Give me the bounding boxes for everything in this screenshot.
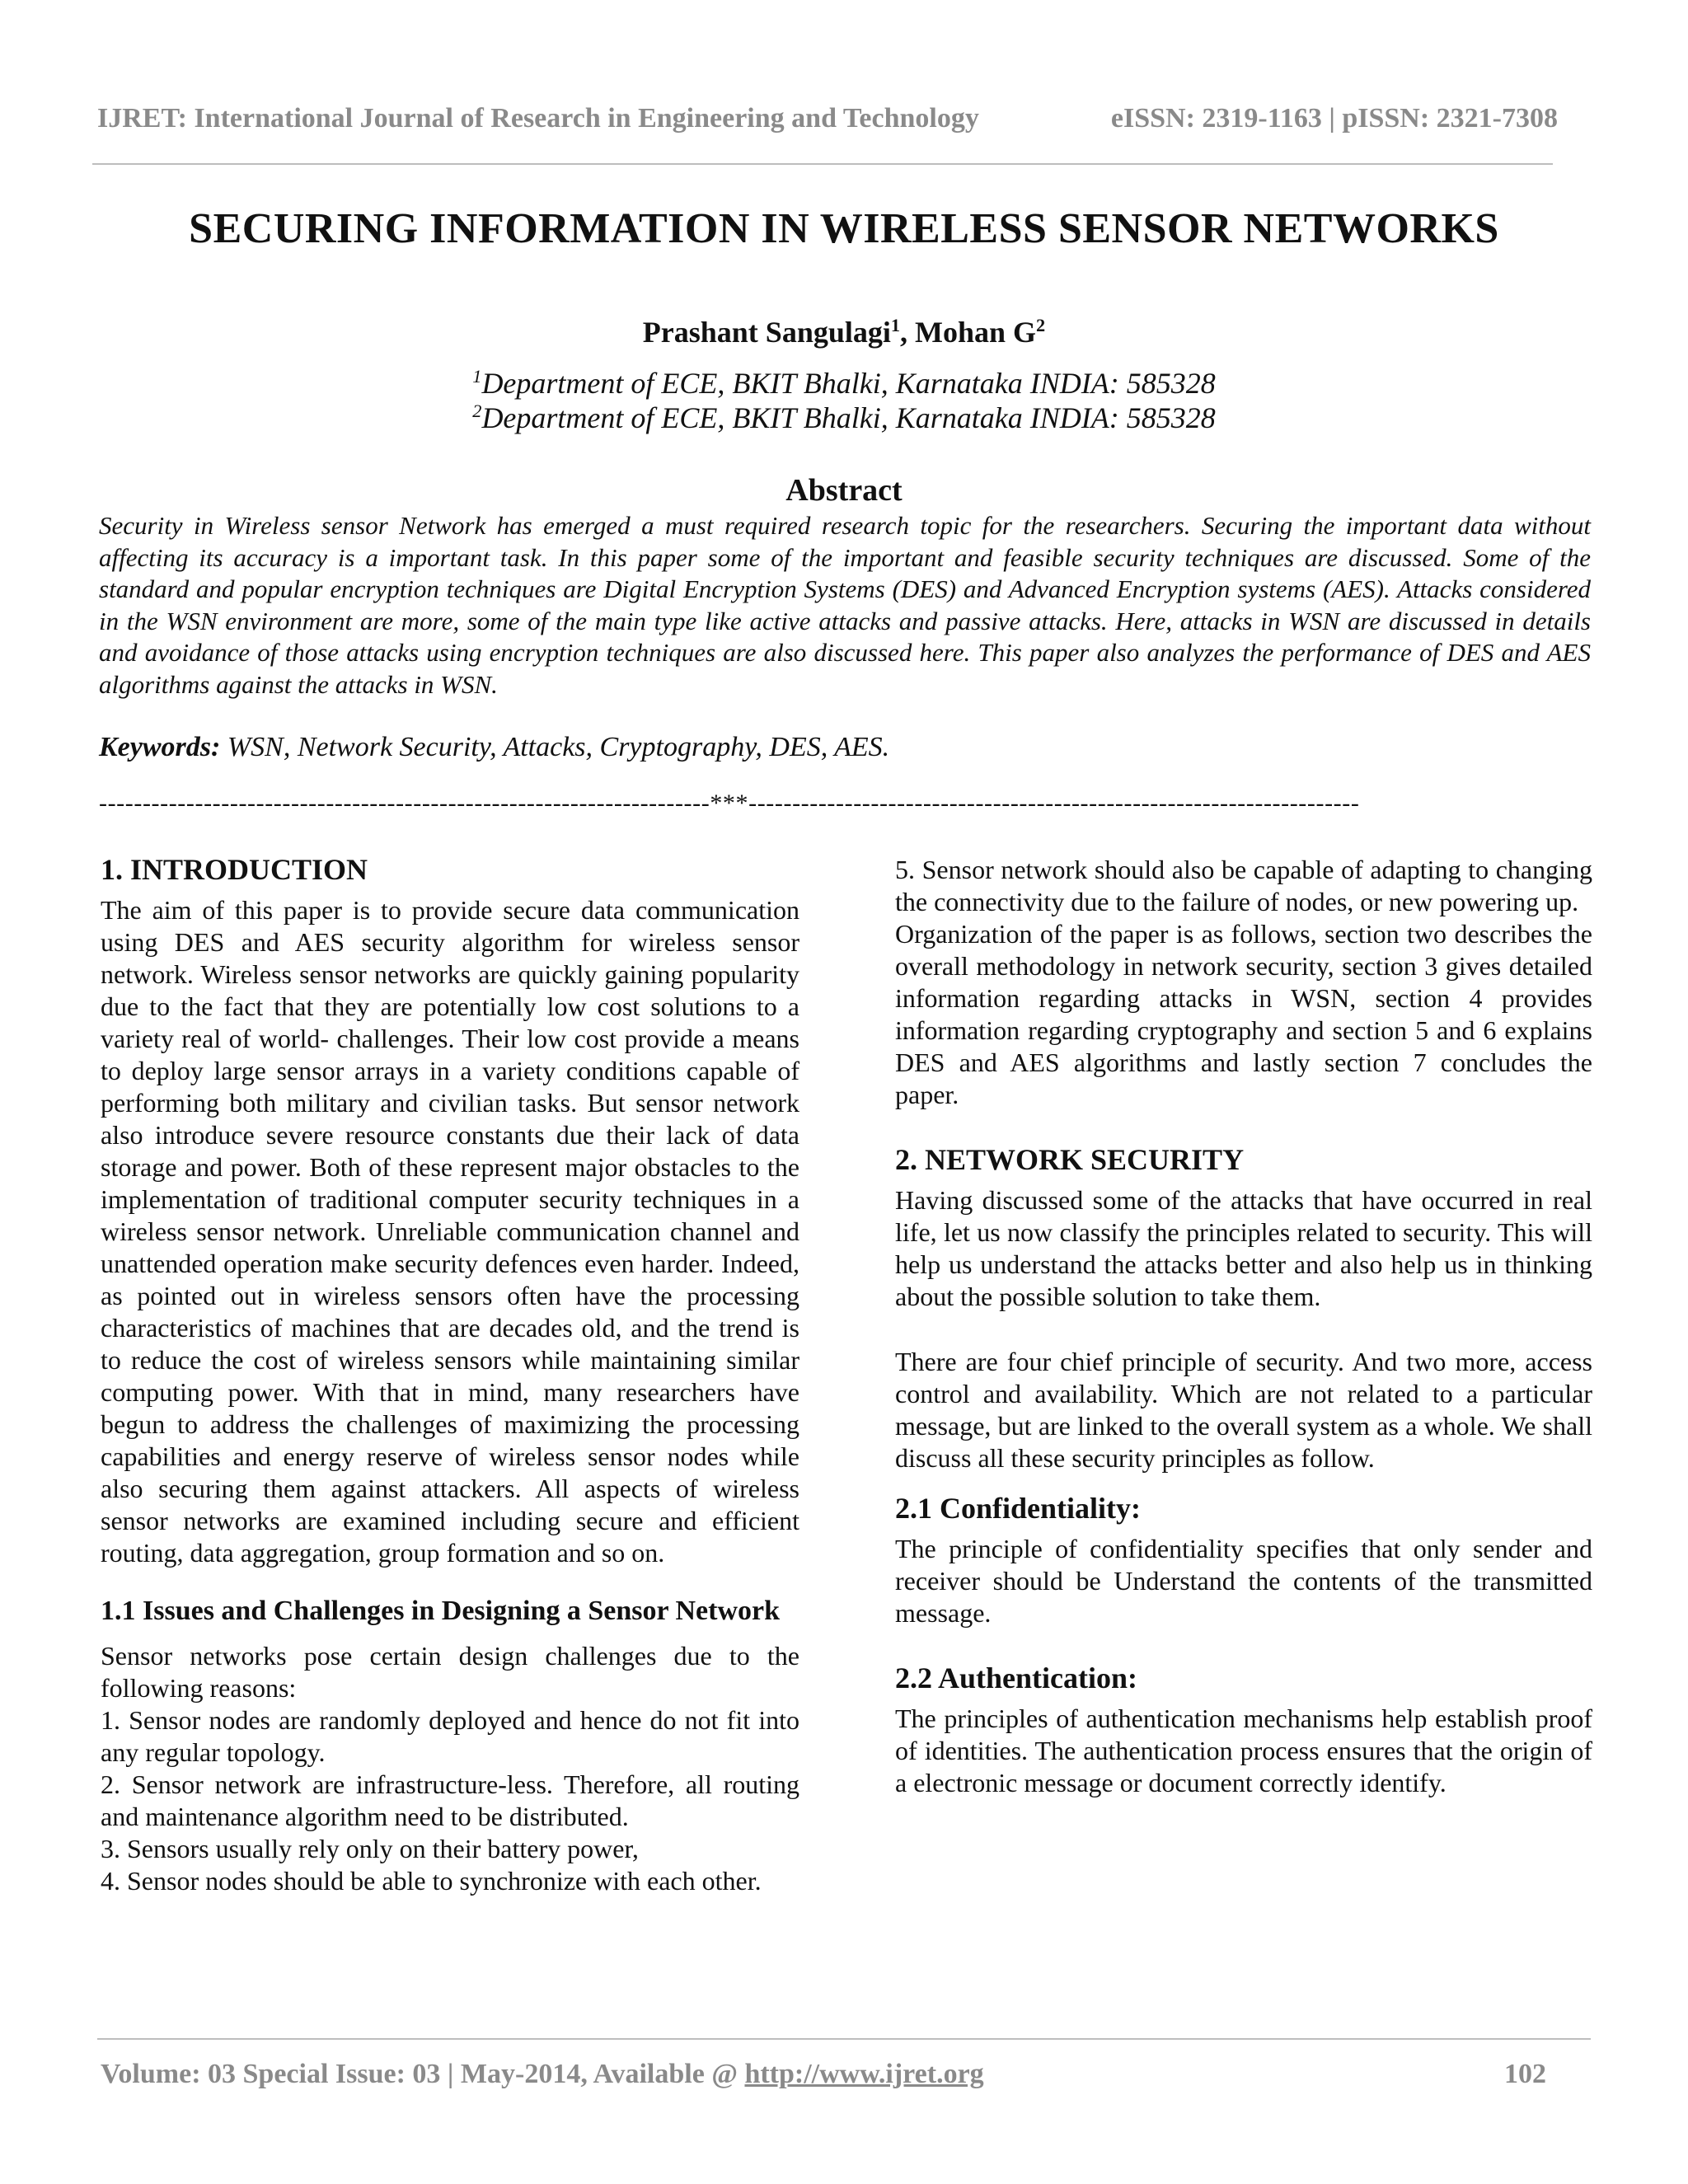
right-column <box>895 854 1592 1799</box>
footer-text: Volume: 03 Special Issue: 03 | May-2014, Available @ <box>101 2059 745 2089</box>
keywords-label: Keywords: <box>99 732 221 762</box>
running-header <box>97 96 1558 142</box>
header-divider <box>92 163 1553 165</box>
section-1-1-heading: 1.1 Issues and Challenges in Designing a Sensor Network <box>101 1596 781 1626</box>
footer-divider <box>97 2038 1591 2040</box>
footer-volume-info <box>101 2059 984 2090</box>
challenge-item-3: 3. Sensors usually rely only on their battery power, <box>101 1834 639 1863</box>
issn-info: eISSN: 2319-1163 | pISSN: 2321-7308 <box>1110 103 1558 134</box>
author-line <box>0 315 1688 349</box>
section-2-1-heading: 2.1 Confidentiality: <box>895 1492 1142 1525</box>
affiliations <box>0 366 1688 436</box>
journal-name: IJRET: International Journal of Research in Engineering and Technology <box>97 103 979 134</box>
affiliation-1-text: Department of ECE, BKIT Bhalki, Karnataka INDIA: 585328 <box>481 367 1216 400</box>
challenge-item-4: 4. Sensor nodes should be able to synchronize with each other. <box>101 1866 762 1896</box>
section-1-paragraph: The aim of this paper is to provide secure data communication using DES and AES security algorithm for wireless sensor network. Wireless sensor networks are quickly gaining popularity due to the fact that they are potentially low cost solutions to a variety real of world- challenges. Their low cost provide a means to deploy large sensor arrays in a variety conditions capable of performing both military and civilian tasks. But sensor network also introduce severe resource constants due their lack of data storage and power. Both of these represent major obstacles to the implementation of traditional computer security techniques in a wireless sensor network. Unreliable communication channel and unattended operation make security defences even harder. Indeed, as pointed out in wireless sensors often have the processing characteristics of machines that are decades old, and the trend is to reduce the cost of wireless sensors while maintaining similar computing power. With that in mind, many researchers have begun to address the challenges of maximizing the processing capabilities and energy reserve of wireless sensor nodes while also securing them against attackers. All aspects of wireless sensor networks are examined including secure and efficient routing, data aggregation, group formation and so on. <box>101 895 799 1568</box>
abstract-heading: Abstract <box>785 473 903 508</box>
section-2-2-paragraph: The principles of authentication mechanisms help establish proof of identities. The authentication process ensures that the origin of a electronic message or document correctly identify. <box>895 1704 1592 1797</box>
author-1-affil-mark: 1 <box>890 315 901 335</box>
section-2-paragraph-1: Having discussed some of the attacks that have occurred in real life, let us now classify the principles related to security. This will help us understand the attacks better and also help us in thinking about the possible solution to take them. <box>895 1185 1592 1311</box>
affiliation-2-mark: 2 <box>472 401 482 422</box>
affiliation-1-mark: 1 <box>472 366 482 387</box>
affiliation-1 <box>0 366 1688 401</box>
section-2-heading: 2. NETWORK SECURITY <box>895 1143 1245 1176</box>
author-1: Prashant Sangulagi <box>642 316 891 349</box>
paper-title: SECURING INFORMATION IN WIRELESS SENSOR NETWORKS <box>189 205 1499 252</box>
keywords <box>99 732 1591 763</box>
affiliation-2-text: Department of ECE, BKIT Bhalki, Karnataka INDIA: 585328 <box>481 401 1216 435</box>
abstract-text: Security in Wireless sensor Network has emerged a must required research topic for the researchers. Securing the important data without affecting its accuracy is a important task. In this paper some of the important and feasible security techniques are discussed. Some of the standard and popular encryption techniques are Digital Encryption Systems (DES) and Advanced Encryption systems (AES). Attacks considered in the WSN environment are more, some of the main type like active attacks and passive attacks. Here, attacks in WSN are discussed in details and avoidance of those attacks using encryption techniques are also discussed here. This paper also analyzes the performance of DES and AES algorithms against the attacks in WSN. <box>99 511 1591 699</box>
keywords-list: WSN, Network Security, Attacks, Cryptography, DES, AES. <box>220 732 890 762</box>
running-footer <box>101 2059 1546 2090</box>
section-2-1-paragraph: The principle of confidentiality specifies that only sender and receiver should be Understand the contents of the transmitted message. <box>895 1534 1592 1628</box>
affiliation-2 <box>0 401 1688 435</box>
section-1-heading: 1. INTRODUCTION <box>101 853 368 886</box>
organization-paragraph: Organization of the paper is as follows, section two describes the overall methodology in network security, section 3 gives detailed information regarding attacks in WSN, section 4 provides information regarding cryptography and section 5 and 6 explains DES and AES algorithms and lastly section 7 concludes the paper. <box>895 919 1592 1109</box>
page-number: 102 <box>1504 2059 1546 2089</box>
section-1-1-intro: Sensor networks pose certain design challenges due to the following reasons: <box>101 1641 799 1703</box>
section-separator: ----------------------------------------------------------------------***---------------------------------------------------------------------- <box>99 790 1360 817</box>
challenge-item-2: 2. Sensor network are infrastructure-less. Therefore, all routing and maintenance algorithm need to be distributed. <box>101 1769 799 1831</box>
author-2-affil-mark: 2 <box>1036 315 1046 335</box>
challenge-item-5: 5. Sensor network should also be capable of adapting to changing the connectivity due to the failure of nodes, or new powering up. <box>895 855 1592 916</box>
section-2-paragraph-2: There are four chief principle of security. And two more, access control and availability. Which are not related to a particular message, but are linked to the overall system as a whole. We shall discuss all these security principles as follow. <box>895 1347 1592 1473</box>
section-2-2-heading: 2.2 Authentication: <box>895 1661 1138 1694</box>
author-separator: , <box>900 316 916 349</box>
author-2: Mohan G <box>915 316 1037 349</box>
challenge-item-1: 1. Sensor nodes are randomly deployed and hence do not fit into any regular topology. <box>101 1705 799 1767</box>
journal-website-link[interactable]: http://www.ijret.org <box>744 2059 984 2089</box>
left-column <box>101 854 799 1897</box>
